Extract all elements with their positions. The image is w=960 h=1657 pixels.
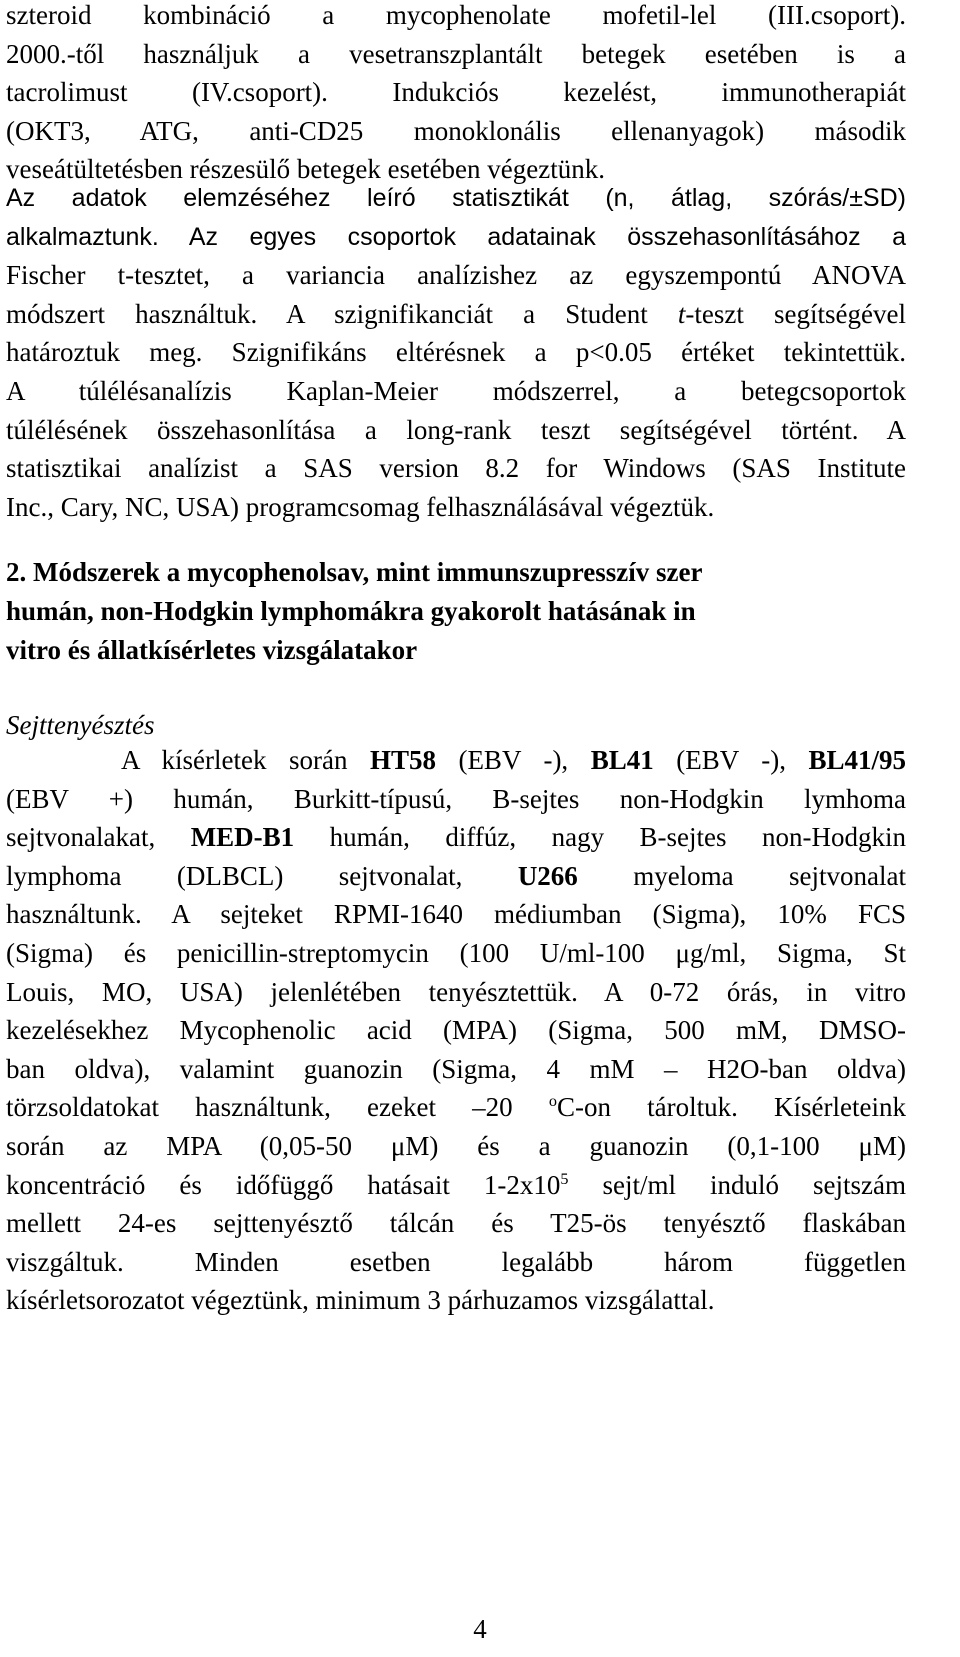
text-line: (Sigma) és penicillin-streptomycin (100 U/ml-100 μg/ml, Sigma, St <box>6 937 906 968</box>
page-number: 4 <box>473 1614 487 1644</box>
cell-line-med-b1: MED-B1 <box>190 822 295 853</box>
text-line <box>6 857 906 896</box>
text-line: túlélésének összehasonlítása a long-rank teszt segítségével történt. A <box>6 414 906 445</box>
text-line <box>6 295 906 334</box>
heading-line: 2. Módszerek a mycophenolsav, mint immunszupresszív szer <box>6 557 703 587</box>
text-line: 2000.-től használjuk a vesetranszplantált betegek esetében is a <box>6 38 906 69</box>
text-segment: (EBV -), <box>653 745 809 775</box>
text-line <box>6 818 906 857</box>
text-segment: sejt/ml induló sejtszám <box>568 1169 906 1200</box>
paragraph-2 <box>6 179 906 526</box>
paragraph-3 <box>6 741 906 1320</box>
text-line: veseátültetésben részesülő betegek esetében végeztünk. <box>6 154 605 185</box>
cell-line-bl41-95: BL41/95 <box>808 745 906 775</box>
text-line: alkalmaztunk. Az egyes csoportok adatainak összehasonlításához a <box>6 222 906 251</box>
cell-line-ht58: HT58 <box>369 745 436 775</box>
text-line: kezelésekhez Mycophenolic acid (MPA) (Sigma, 500 mM, DMSO- <box>6 1015 906 1046</box>
text-line: Fischer t-tesztet, a variancia analízishez az egyszempontú ANOVA <box>6 260 906 291</box>
text-segment: A kísérletek során <box>121 745 370 775</box>
text-segment: (EBV -), <box>435 745 591 775</box>
text-line: mellett 24-es sejttenyésztő tálcán és T25-ös tenyésztő flaskában <box>6 1208 906 1239</box>
text-line: kísérletsorozatot végeztünk, minimum 3 párhuzamos vizsgálattal. <box>6 1285 715 1316</box>
text-line: tacrolimust (IV.csoport). Indukciós kezelést, immunotherapiát <box>6 77 906 108</box>
text-line: Az adatok elemzéséhez leíró statisztikát (n, átlag, szórás/±SD) <box>6 184 906 212</box>
text-line: használtunk. A sejteket RPMI-1640 médiumban (Sigma), 10% FCS <box>6 899 906 930</box>
text-line: szteroid kombináció a mycophenolate mofetil-lel (III.csoport). <box>6 0 906 30</box>
exponent-superscript: 5 <box>560 1169 569 1188</box>
subheading: Sejttenyésztés <box>6 710 155 740</box>
text-line <box>6 741 906 780</box>
text-segment: lymphoma (DLBCL) sejtvonalat, <box>6 860 518 891</box>
text-line: határoztuk meg. Szignifikáns eltérésnek a p<0.05 értéket tekintettük. <box>6 337 906 368</box>
text-segment: törzsoldatokat használtunk, ezeket –20 <box>6 1092 549 1123</box>
text-line <box>6 1166 906 1205</box>
text-segment: C-on tároltuk. Kísérleteink <box>556 1092 907 1123</box>
text-line: során az MPA (0,05-50 μM) és a guanozin (0,1-100 μM) <box>6 1130 906 1161</box>
text-segment: myeloma sejtvonalat <box>577 860 906 891</box>
cell-line-bl41: BL41 <box>590 745 654 775</box>
italic-t: t <box>677 298 686 329</box>
text-segment: koncentráció és időfüggő hatásait 1-2x10 <box>6 1169 561 1200</box>
text-segment: -teszt segítségével <box>685 298 906 329</box>
text-segment: módszert használtuk. A szignifikanciát a Student <box>6 298 678 329</box>
heading-line: vitro és állatkísérletes vizsgálatakor <box>6 635 418 665</box>
section-heading <box>6 553 926 670</box>
text-line: (EBV +) humán, Burkitt-típusú, B-sejtes non-Hodgkin lymhoma <box>6 783 906 814</box>
text-line <box>6 1088 906 1127</box>
text-line: viszgáltuk. Minden esetben legalább három független <box>6 1246 906 1277</box>
text-line: (OKT3, ATG, anti-CD25 monoklonális ellenanyagok) második <box>6 115 906 146</box>
cell-line-u266: U266 <box>517 860 578 891</box>
heading-line: humán, non-Hodgkin lymphomákra gyakorolt hatásának in <box>6 596 696 626</box>
text-segment: sejtvonalakat, <box>6 822 191 853</box>
text-line: statisztikai analízist a SAS version 8.2 for Windows (SAS Institute <box>6 453 906 484</box>
paragraph-1 <box>6 0 906 189</box>
text-line: A túlélésanalízis Kaplan-Meier módszerrel, a betegcsoportok <box>6 375 906 406</box>
text-line: Inc., Cary, NC, USA) programcsomag felhasználásával végeztük. <box>6 491 715 522</box>
degree-superscript: o <box>548 1092 557 1111</box>
text-segment: humán, diffúz, nagy B-sejtes non-Hodgkin <box>294 822 906 853</box>
text-line: Louis, MO, USA) jelenlétében tenyésztettük. A 0-72 órás, in vitro <box>6 976 906 1007</box>
text-line: ban oldva), valamint guanozin (Sigma, 4 mM – H2O-ban oldva) <box>6 1053 906 1084</box>
